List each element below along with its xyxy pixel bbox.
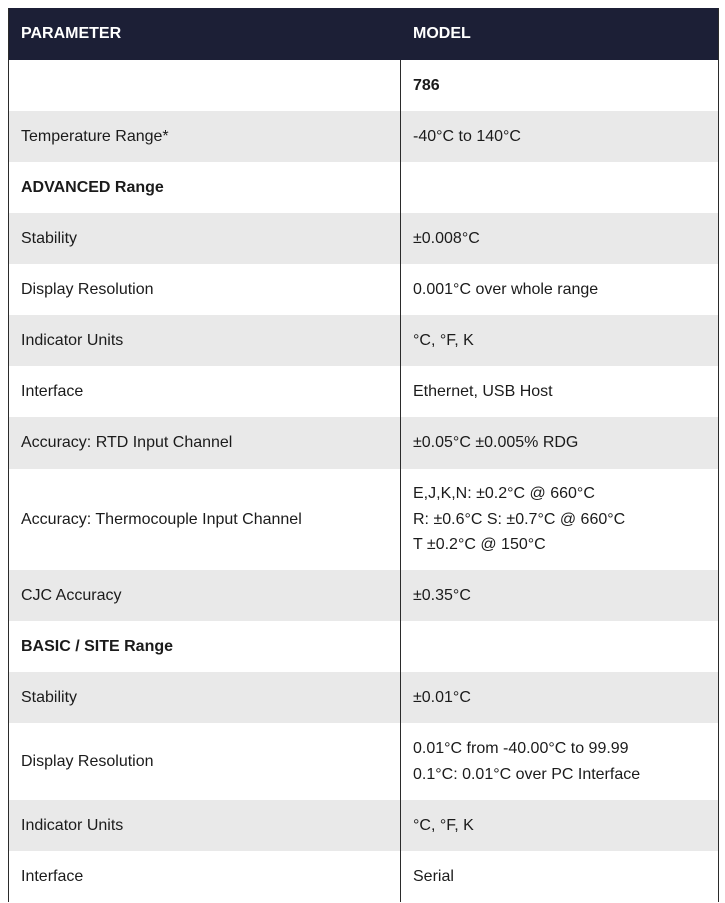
model-value-line: 786 [413, 76, 440, 94]
model-value-line: ±0.05°C ±0.005% RDG [413, 434, 579, 451]
parameter-cell: Display Resolution [9, 723, 401, 800]
parameter-cell: ADVANCED Range [9, 162, 401, 213]
model-value-cell [401, 366, 718, 417]
model-value-line: °C, °F, K [413, 331, 474, 349]
model-value-cell [401, 162, 718, 213]
parameter-cell: Temperature Range* [9, 111, 401, 162]
parameter-cell: BASIC / SITE Range [9, 621, 401, 672]
table-row [9, 111, 718, 162]
model-value-line: E,J,K,N: ±0.2°C @ 660°C [413, 485, 595, 503]
model-value-cell [401, 800, 718, 851]
model-value-line: -40°C to 140°C [413, 127, 521, 145]
model-value-cell [401, 672, 718, 723]
model-value-cell [401, 723, 718, 800]
table-row [9, 851, 718, 902]
table-row [9, 213, 718, 264]
parameter-cell: Interface [9, 366, 401, 417]
parameter-cell: Accuracy: RTD Input Channel [9, 417, 401, 469]
table-row [9, 264, 718, 315]
table-row [9, 570, 718, 621]
parameter-cell: Indicator Units [9, 800, 401, 851]
header-model: MODEL [413, 25, 471, 42]
table-row [9, 162, 718, 213]
spec-table [8, 8, 719, 902]
model-value-cell [401, 469, 718, 570]
header-parameter: PARAMETER [9, 8, 401, 60]
model-value-cell [401, 213, 718, 264]
model-value-line: 0.001°C over whole range [413, 280, 599, 298]
model-value-cell [401, 315, 718, 366]
model-value-line: ±0.008°C [413, 229, 480, 247]
model-value-cell [401, 111, 718, 162]
model-value-line: Ethernet, USB Host [413, 382, 553, 400]
table-row [9, 60, 718, 111]
model-value-line: T ±0.2°C @ 150°C [413, 536, 546, 554]
table-row [9, 621, 718, 672]
model-value-line: 0.01°C from -40.00°C to 99.99 [413, 740, 629, 757]
parameter-cell: Interface [9, 851, 401, 902]
model-value-cell [401, 851, 718, 902]
table-row [9, 469, 718, 570]
table-row [9, 723, 718, 800]
table-row [9, 315, 718, 366]
model-value-cell [401, 621, 718, 672]
parameter-cell: Stability [9, 213, 401, 264]
parameter-cell: CJC Accuracy [9, 570, 401, 621]
model-value-line: ±0.01°C [413, 688, 471, 706]
table-row [9, 672, 718, 723]
model-value-line: Serial [413, 867, 454, 885]
model-value-cell [401, 570, 718, 621]
table-row [9, 417, 718, 469]
table-row [9, 800, 718, 851]
parameter-cell [9, 60, 401, 111]
table-header-row [9, 8, 718, 60]
model-value-line: °C, °F, K [413, 816, 474, 834]
parameter-cell: Indicator Units [9, 315, 401, 366]
table-body [9, 60, 718, 902]
model-value-cell [401, 417, 718, 469]
parameter-cell: Display Resolution [9, 264, 401, 315]
model-value-line: ±0.35°C [413, 586, 471, 604]
model-value-cell [401, 60, 718, 111]
parameter-cell: Accuracy: Thermocouple Input Channel [9, 469, 401, 570]
model-value-line: 0.1°C: 0.01°C over PC Interface [413, 765, 641, 783]
model-value-cell [401, 264, 718, 315]
table-row [9, 366, 718, 417]
parameter-cell: Stability [9, 672, 401, 723]
model-value-line: R: ±0.6°C S: ±0.7°C @ 660°C [413, 510, 626, 528]
